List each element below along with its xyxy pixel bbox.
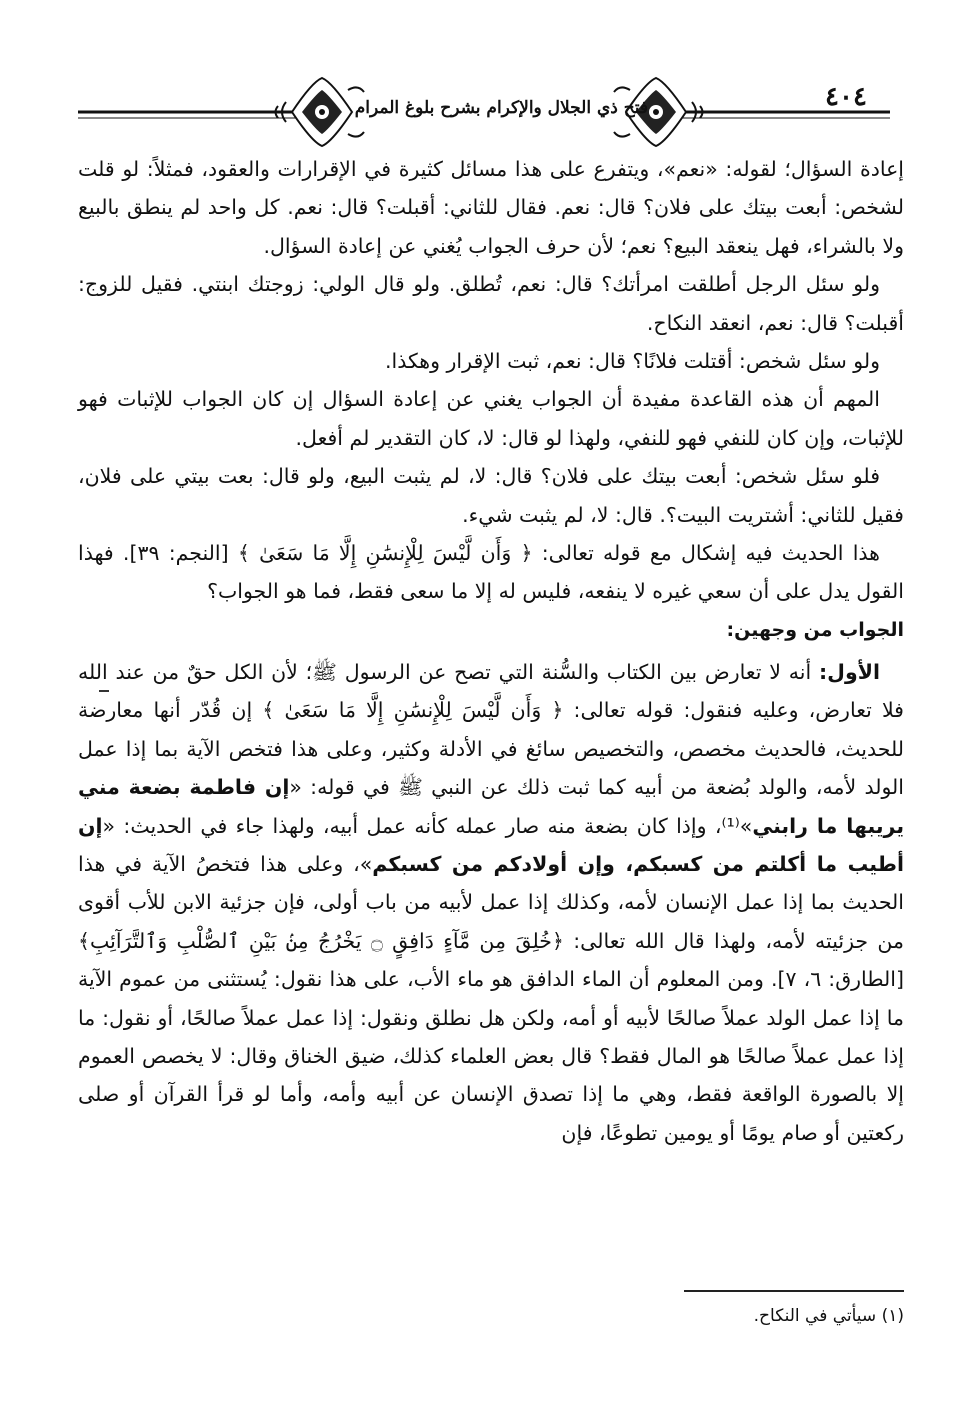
verse-reference: [النجم: ٣٩] (129, 541, 229, 566)
text-span: . ومن المعلوم أن الماء الدافق هو ماء الأب، على هذا نقول: يُستثنى من عموم الآية ما إذا عمل الولد عملاً صالحًا لأبيه أو أمه، ولكن هل نطلق ونقول: إذا عمل عملاً صالحًا، أو نقول: ما إذا عمل عملاً صالحًا هو المال فقط؟ قال بعض العلماء كذلك، ضيق الخناق وقال: لا يخصص العموم إلا بالصورة الواقعة فقط، وهي ما إذا تصدق الإنسان عن أبيه وأمه، وأما لو قرأ القرآن أو صلى ركعتين أو صام يومًا أو يومين تطوعًا، فإن (78, 967, 904, 1145)
footnote: (١) سيأتي في النكاح. (753, 1306, 904, 1326)
page-number: ٤٠٤ (825, 82, 867, 112)
paragraph: ولو سئل الرجل أطلقت امرأتك؟ قال: نعم، تُطلق. ولو قال الولي: زوجتك ابنتي. فقيل للزوج: أقبلت؟ قال: نعم، انعقد النكاح. (78, 272, 904, 335)
text-span: . فهذا القول يدل على أن سعي غيره لا ينفعه، فليس له إلا ما سعى فقط، فما هو الجواب؟ (78, 541, 904, 604)
hadith-quote: إن أطيب ما أكلتم من كسبكم، وإن أولادكم من كسبكم (78, 813, 904, 876)
page-header (78, 64, 890, 156)
quran-question-paragraph (78, 534, 904, 611)
main-text (78, 150, 904, 1152)
hadith-quote: إن فاطمة بضعة مني يريبها ما رابني (78, 775, 905, 838)
first-answer-label: الأول: (818, 659, 880, 684)
first-answer-paragraph (78, 653, 904, 1152)
text-span: هذا الحديث فيه إشكال مع قوله تعالى: (532, 541, 880, 566)
book-title: فتح ذي الجلال والإكرام بشرح بلوغ المرام (354, 98, 648, 118)
answer-heading: الجواب من وجهين: (726, 618, 904, 641)
paragraph: المهم أن هذه القاعدة مفيدة أن الجواب يغني عن إعادة السؤال إن كان الجواب للإثبات فهو للإثبات، وإن كان للنفي فهو للنفي، ولهذا لو قال: لا، كان التقدير لم أفعل. (78, 387, 904, 450)
footnote-divider (684, 1290, 904, 1292)
text-span: »⁽¹⁾، وإذا كان بضعة منه صار عمله كأنه عمل أبيه، ولهذا جاء في الحديث: « (102, 813, 753, 838)
paragraph: فلو سئل شخص: أبعت بيتك على فلان؟ قال: لا، لم يثبت البيع، ولو قال: بعت بيتي على فلان، فقيل للثاني: أشتريت البيت؟. قال: لا، لم يثبت شيء. (78, 464, 904, 527)
quran-verse: ﴿خُلِقَ مِن مَّآءٍ دَافِقٍ ۝ يَخْرُجُ مِنۢ بَيْنِ ٱلصُّلْبِ وَٱلتَّرَآئِبِ﴾ (78, 928, 564, 953)
quran-verse: ﴿ وَأَن لَّيْسَ لِلْإِنسَٰنِ إِلَّا مَا سَعَىٰ ﴾ (262, 698, 564, 723)
paragraph: إعادة السؤال؛ لقوله: «نعم»، ويتفرع على هذا مسائل كثيرة في الإقرارات والعقود، فمثلاً: لو قلت لشخص: أبعت بيتك على فلان؟ قال: نعم. فقال للثاني: أقبلت؟ قال: نعم. كل واحد لم ينطق بالبيع ولا بالشراء، فهل ينعقد البيع؟ نعم؛ لأن حرف الجواب يُغني عن إعادة السؤال. (78, 157, 904, 258)
text-span: أنه لا تعارض بين الكتاب والسُّنة التي تصح عن الرسول ﷺ؛ لأن الكل حقٌ من عند الله فلا تعارض، وعليه فنقول: قوله تعالى: (78, 659, 904, 723)
text-span: »، وعلى هذا فتخصُ الآية في هذا الحديث بما إذا عمل الإنسان لأمه، وكذلك إذا عمل لأبيه من باب أولى، فإن جزئية الابن للأب أقوى من جزئيته لأمه، ولهذا قال الله تعالى: (78, 851, 904, 953)
paragraph: ولو سئل شخص: أقتلت فلانًا؟ قال: نعم، ثبت الإقرار وهكذا. (385, 349, 880, 374)
quran-verse: ﴿ وَأَن لَّيْسَ لِلْإِنسَٰنِ إِلَّا مَا سَعَىٰ ﴾ (237, 541, 533, 566)
verse-reference: [الطارق: ٦، ٧] (777, 967, 904, 992)
text-span: إن قُدّر أنها معارضة للحديث، فالحديث مخصص، والتخصيص سائغ في الأدلة وكثير، وعلى هذا فتخص الآية بما إذا عمل الولد لأمه، والولد بُضعة من أبيه كما ثبت ذلك عن النبي ﷺ في قوله: « (78, 698, 904, 800)
divider (99, 690, 109, 692)
